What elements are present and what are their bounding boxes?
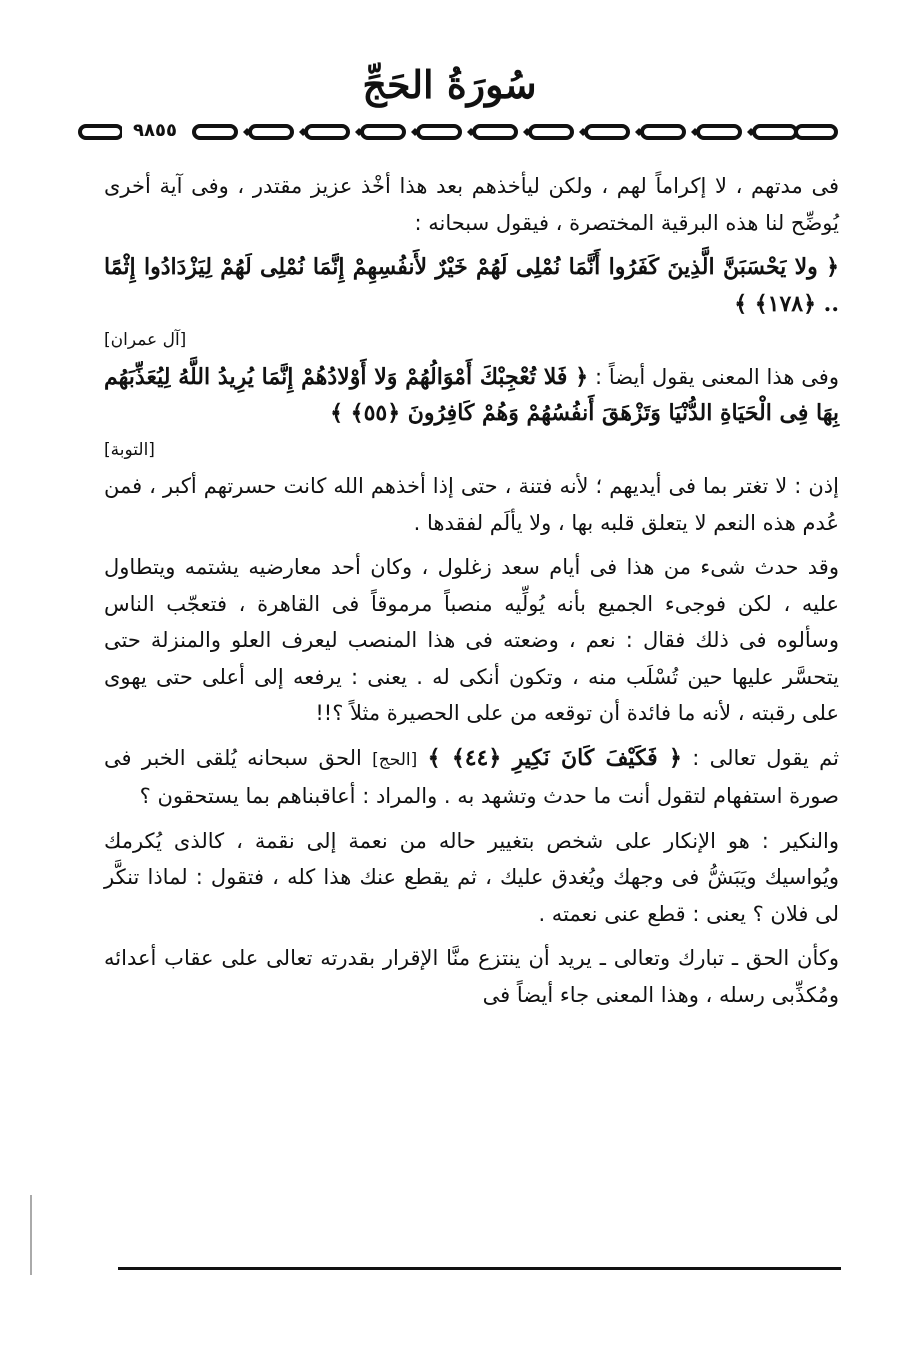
paragraph: وكأن الحق ـ تبارك وتعالى ـ يريد أن ينتزع منَّا الإقرار بقدرته تعالى على عقاب أعدائه ومُكذِّبى رسله ، وهذا المعنى جاء أيضاً فى <box>104 946 839 1007</box>
paragraph-intro: ثم يقول تعالى : <box>692 745 839 770</box>
verse-source-line <box>104 322 839 359</box>
verse-source: [الحج] <box>372 749 418 770</box>
main-text <box>104 168 839 1013</box>
ornamental-border <box>78 121 840 143</box>
paragraph: وقد حدث شىء من هذا فى أيام سعد زغلول ، وكان أحد معارضيه يشتمه ويتطاول عليه ، لكن فوجىء الجميع بأنه يُولِّيه منصباً مرموقاً فى القاهرة ، فتعجّب الناس وسألوه فى ذلك فقال : نعم ، وضعته فى هذا المنصب ليعرف العلو والمنزلة حتى يتحسَّر عليها حين تُسْلَب منه ، وتكون أنكى له . يعنى : يرفعه إلى أعلى حتى يهوى على رقبته ، لأنه ما فائدة أن توقعه من على الحصيرة مثلاً ؟!! <box>104 555 839 725</box>
verse-text: ﴿ فَلا تُعْجِبْكَ أَمْوَالُهُمْ وَلا أَوْلادُهُمْ إِنَّمَا يُرِيدُ اللَّهُ لِيُعَذِّبَهُم بِهَا فِى الْحَيَاةِ الدُّنْيَا وَتَزْهَقَ أَنفُسُهُمْ وَهُمْ كَافِرُونَ ﴿٥٥﴾ ﴾ <box>104 363 839 426</box>
verse-source: [التوبة] <box>104 439 155 460</box>
verse-text: ﴿ فَكَيْفَ كَانَ نَكِيرِ ﴿٤٤﴾ ﴾ <box>427 744 682 771</box>
quran-verse <box>104 249 839 322</box>
verse-text: ﴿ ولا يَحْسَبَنَّ الَّذِينَ كَفَرُوا أَنَّمَا نُمْلِى لَهُمْ خَيْرٌ لأَنفُسِهِمْ إِنَّمَا نُمْلِى لَهُمْ لِيَزْدَادُوا إِثْمًا .. ﴿١٧٨﴾ ﴾ <box>104 254 839 317</box>
scan-margin-mark <box>30 1195 32 1275</box>
surah-title: سُورَةُ الحَجِّ <box>362 62 537 107</box>
paragraph <box>104 359 839 432</box>
paragraph <box>104 740 839 815</box>
paragraph: فى مدتهم ، لا إكراماً لهم ، ولكن ليأخذهم بعد هذا أخْذ عزيز مقتدر ، وفى آية أخرى يُوضِّح لنا هذه البرقية المختصرة ، فيقول سبحانه : <box>104 174 839 235</box>
verse-source-line <box>104 432 839 469</box>
verse-source: [آل عمران] <box>104 330 187 350</box>
paragraph: إذن : لا تغتر بما فى أيديهم ؛ لأنه فتنة ، حتى إذا أخذهم الله كانت حسرتهم أكبر ، فمن عُدم هذه النعم لا يتعلق قلبه بها ، ولا يألَم لفقدها . <box>104 474 839 535</box>
page-number: ٩٨٥٥ <box>122 120 188 142</box>
paragraph-rest: الحق سبحانه يُلقى الخبر فى صورة استفهام لتقول أنت ما حدث وتشهد به . والمراد : أعاقبناهم بما يستحقون ؟ <box>104 745 839 808</box>
paragraph: والنكير : هو الإنكار على شخص بتغيير حاله من نعمة إلى نقمة ، كالذى يُكرمك ويُواسيك ويَبَشُّ فى وجهك ويُغدق عليك ، ثم يقطع عنك هذا كله ، فتقول : لماذا تنكَّر لى فلان ؟ يعنى : قطع عنى نعمته . <box>104 828 839 926</box>
footer-rule <box>118 1267 841 1270</box>
paragraph-intro: وفى هذا المعنى يقول أيضاً : <box>594 364 839 389</box>
